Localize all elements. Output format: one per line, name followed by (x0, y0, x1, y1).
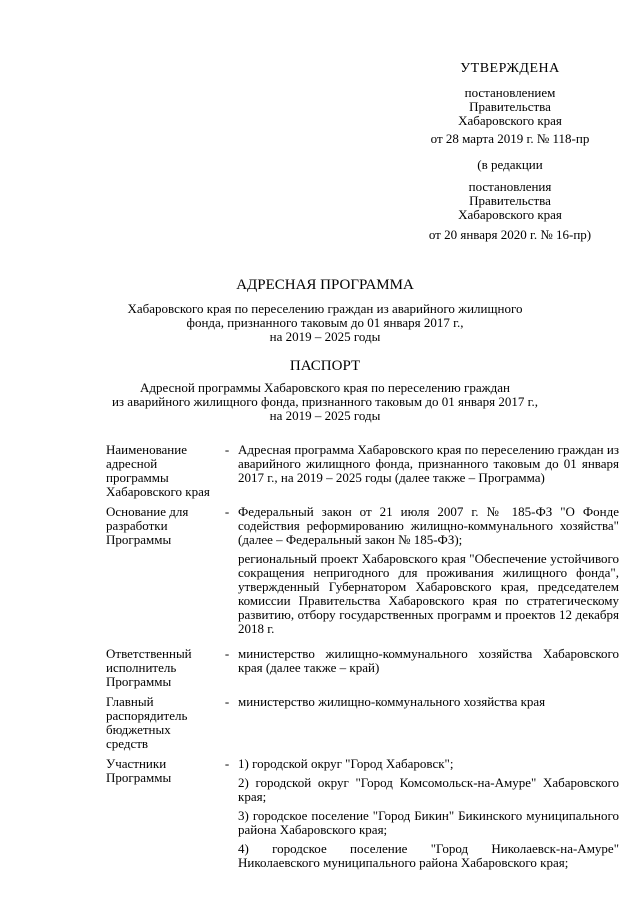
passport-title: ПАСПОРТ (289, 358, 361, 374)
passport-row-name (106, 443, 619, 499)
approval-stamp (400, 62, 620, 242)
program-title-block (90, 276, 560, 344)
passport-row-basis (106, 505, 619, 641)
edition-line: Хабаровского края (458, 207, 562, 222)
approval-title: УТВЕРЖДЕНА (460, 61, 560, 76)
row-value: Федеральный закон от 21 июля 2007 г. № 185-ФЗ "О Фонде содействия реформированию жилищно-коммунального хозяйства" (далее – Федеральный закон № 185-ФЗ); (238, 504, 619, 547)
passport-title-block (90, 357, 560, 423)
row-label: Основание для разработки Программы (106, 504, 189, 547)
row-value: 3) городское поселение "Город Бикин" Бикинского муниципального района Хабаровского края; (238, 808, 619, 837)
row-value: министерство жилищно-коммунального хозяйства края (238, 694, 546, 709)
passport-subtitle-line: на 2019 – 2025 годы (269, 408, 381, 423)
approval-date: от 28 марта 2019 г. № 118-пр (430, 131, 590, 146)
passport-row-distributor (106, 695, 619, 751)
row-label: Ответственный исполнитель Программы (106, 646, 192, 689)
row-value: министерство жилищно-коммунального хозяйства Хабаровского края (далее также – край) (238, 646, 619, 675)
row-value: 4) городское поселение "Город Николаевск-на-Амуре" Николаевского муниципального района Хабаровского края; (238, 841, 619, 870)
row-value: 2) городской округ "Город Комсомольск-на-Амуре" Хабаровского края; (238, 775, 619, 804)
row-label: Участники Программы (106, 756, 172, 785)
approval-line: постановлением (464, 85, 556, 100)
approval-line: Правительства (469, 99, 551, 114)
passport-row-participants (106, 757, 619, 875)
program-subtitle-line: на 2019 – 2025 годы (269, 329, 381, 344)
passport-row-executor (106, 647, 619, 689)
edition-date: от 20 января 2020 г. № 16-пр) (428, 227, 592, 242)
passport-table (106, 443, 619, 881)
row-dash: - (224, 442, 230, 457)
program-subtitle-line: Хабаровского края по переселению граждан из аварийного жилищного (127, 301, 523, 316)
program-subtitle-line: фонда, признанного таковым до 01 января 2017 г., (186, 315, 464, 330)
passport-subtitle-line: Адресной программы Хабаровского края по переселению граждан (140, 380, 510, 395)
edition-line: постановления (468, 179, 552, 194)
edition-line: (в редакции (477, 157, 543, 172)
row-value: региональный проект Хабаровского края "Обеспечение устойчивого сокращения непригодного для проживания жилищного фонда", утвержденный Губернатором Хабаровского края, председателем комиссии Правительства Хабаровского края по стратегическому развитию, отбору государственных программ и проектов 12 декабря 2018 г. (238, 551, 619, 636)
passport-subtitle-line: из аварийного жилищного фонда, признанного таковым до 01 января 2017 г., (111, 394, 539, 409)
row-value: 1) городской округ "Город Хабаровск"; (238, 756, 454, 771)
row-value: Адресная программа Хабаровского края по переселению граждан из аварийного жилищного фонда, признанного таковым до 01 января 2017 г., на 2019 – 2025 годы (далее также – Программа) (238, 442, 619, 485)
row-dash: - (224, 756, 230, 771)
row-dash: - (224, 694, 230, 709)
row-label: Главный распорядитель бюджетных средств (106, 694, 188, 751)
row-dash: - (224, 504, 230, 519)
program-title: АДРЕСНАЯ ПРОГРАММА (236, 277, 414, 293)
row-dash: - (224, 646, 230, 661)
row-label: Наименование адресной программы Хабаровского края (106, 442, 210, 499)
edition-line: Правительства (469, 193, 551, 208)
approval-line: Хабаровского края (458, 113, 562, 128)
